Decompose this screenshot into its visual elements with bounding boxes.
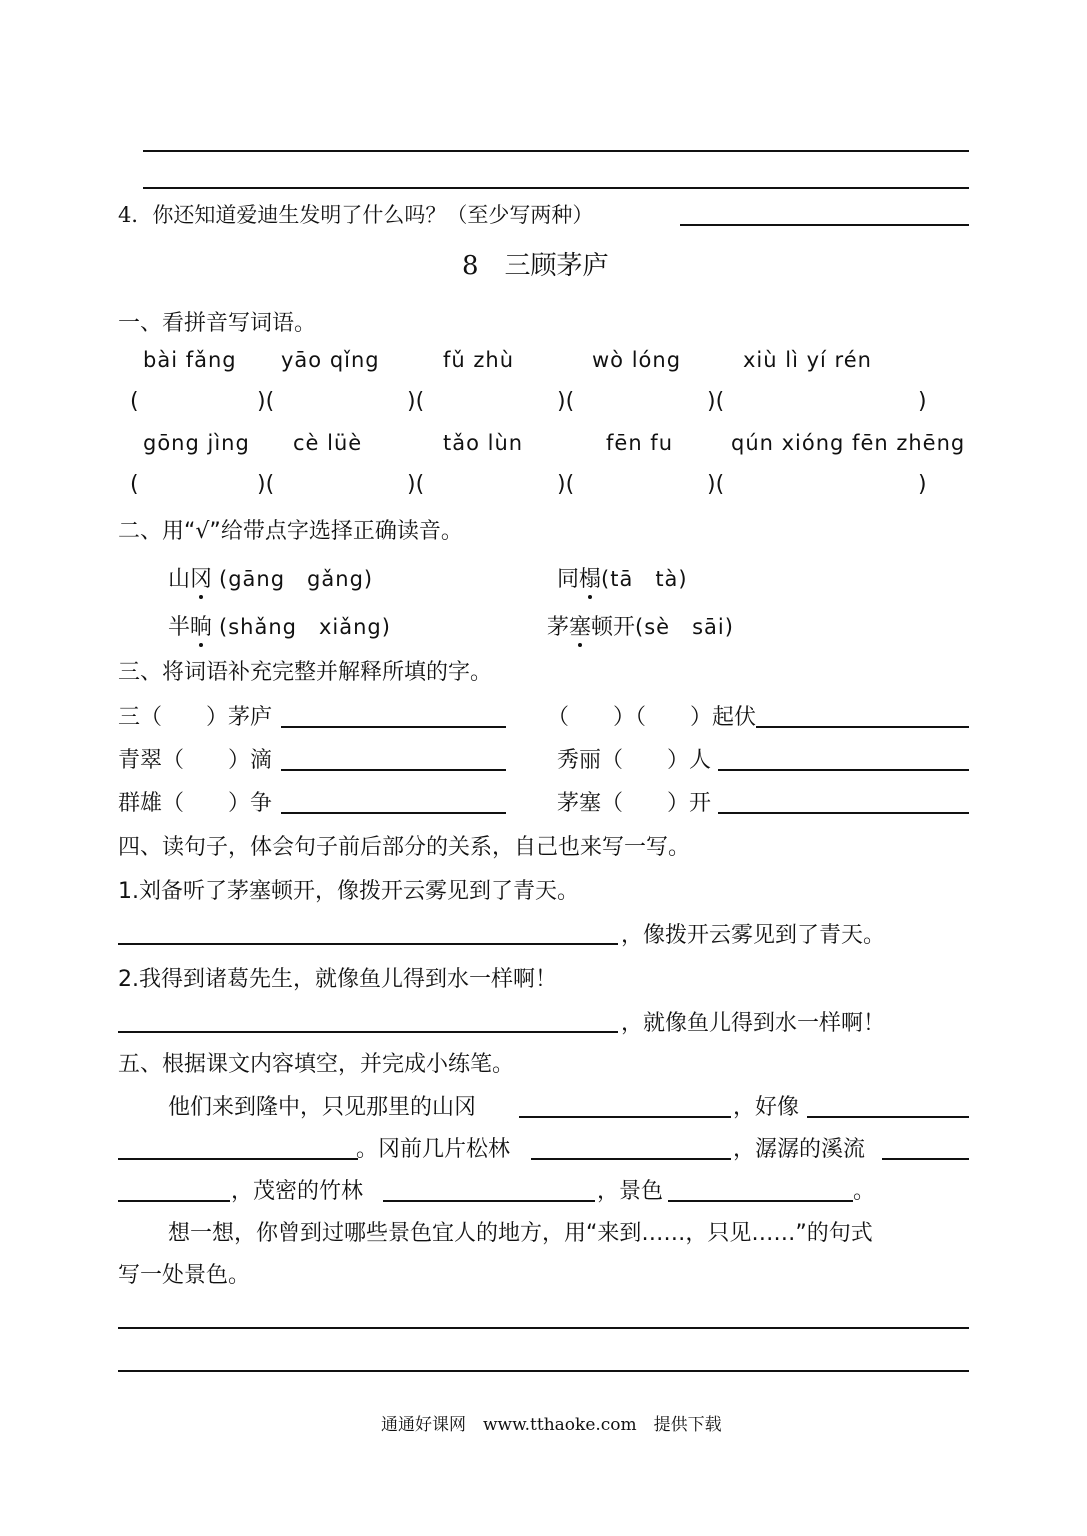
answer-brackets[interactable]: )(	[707, 389, 725, 414]
answer-line[interactable]	[718, 812, 969, 814]
fill-word: 茅塞（ ）开	[557, 791, 712, 816]
answer-line[interactable]	[281, 812, 506, 814]
answer-line[interactable]	[383, 1200, 595, 1202]
reading-item[interactable]	[547, 610, 734, 641]
pinyin: cè lüè	[293, 431, 363, 455]
sentence-tail-1: ，像拨开云雾见到了青天。	[621, 923, 886, 948]
section3-heading: 三、将词语补充完整并解释所填的字。	[118, 660, 493, 685]
answer-line[interactable]	[756, 726, 969, 728]
answer-line[interactable]	[668, 1200, 853, 1202]
answer-line[interactable]	[531, 1158, 731, 1160]
writing-prompt: 想一想，你曾到过哪些景色宜人的地方，用“来到……，只见……”的句式	[168, 1221, 873, 1246]
word-part: 茅	[547, 615, 570, 640]
example-sentence-1: 1.刘备听了茅塞顿开，像拨开云雾见到了青天。	[118, 879, 579, 904]
answer-line[interactable]	[118, 1031, 618, 1033]
example-sentence-2: 2.我得到诸葛先生，就像鱼儿得到水一样啊！	[118, 967, 557, 992]
section1-heading: 一、看拼音写词语。	[118, 311, 317, 336]
answer-line	[143, 150, 969, 152]
passage-text: ，茂密的竹林	[231, 1179, 364, 1204]
pinyin: wò lóng	[592, 348, 682, 372]
pinyin: bài fǎng	[143, 348, 237, 372]
answer-brackets[interactable]: )(	[407, 389, 425, 414]
answer-brackets[interactable]: )(	[407, 472, 425, 497]
answer-line[interactable]	[118, 1158, 358, 1160]
question-4: 4．你还知道爱迪生发明了什么吗？（至少写两种）	[118, 203, 594, 227]
answer-brackets[interactable]: )(	[707, 472, 725, 497]
answer-line[interactable]	[118, 1327, 969, 1329]
pinyin: qún xióng fēn zhēng	[731, 431, 966, 455]
answer-line[interactable]	[281, 726, 506, 728]
pinyin: tǎo lùn	[443, 431, 524, 455]
fill-word: 三（ ）茅庐	[118, 705, 273, 730]
word-part: 顿开	[591, 615, 636, 640]
answer-line	[143, 187, 969, 189]
answer-brackets[interactable]: )(	[557, 472, 575, 497]
dotted-character: 晌	[190, 615, 213, 640]
answer-brackets[interactable]: )	[918, 389, 927, 414]
section2-heading: 二、用“√”给带点字选择正确读音。	[118, 519, 463, 544]
passage-text: 。冈前几片松林	[356, 1137, 511, 1162]
pinyin: fēn fu	[606, 431, 674, 455]
answer-line[interactable]	[281, 769, 506, 771]
section4-heading: 四、读句子，体会句子前后部分的关系，自己也来写一写。	[118, 835, 691, 860]
passage-text: 。	[853, 1179, 876, 1204]
answer-brackets[interactable]: (	[130, 389, 139, 414]
reading-item[interactable]	[557, 562, 688, 593]
answer-brackets[interactable]: )	[918, 472, 927, 497]
answer-brackets[interactable]: )(	[257, 472, 275, 497]
fill-word: 青翠（ ）滴	[118, 748, 273, 773]
passage-text: 他们来到隆中，只见那里的山冈	[168, 1095, 477, 1120]
writing-prompt: 写一处景色。	[118, 1263, 251, 1288]
pinyin: fǔ zhù	[443, 348, 515, 372]
reading-item[interactable]	[168, 562, 373, 593]
dotted-character: 榻	[579, 567, 602, 592]
pinyin-options[interactable]: (gāng gǎng)	[219, 567, 374, 591]
pinyin-options[interactable]: (tā tà)	[601, 567, 688, 591]
fill-word: 群雄（ ）争	[118, 791, 273, 816]
passage-text: ，景色	[597, 1179, 664, 1204]
answer-line[interactable]	[519, 1116, 731, 1118]
answer-brackets[interactable]: )(	[557, 389, 575, 414]
word-part: 山	[168, 567, 191, 592]
fill-word: （ ）（ ）起伏	[547, 705, 757, 730]
lesson-title: 8 三顾茅庐	[462, 251, 609, 281]
passage-text: ，潺潺的溪流	[733, 1137, 866, 1162]
passage-text: ，好像	[733, 1095, 800, 1120]
answer-line[interactable]	[118, 1370, 969, 1372]
footer: 通通好课网 www.tthaoke.com 提供下载	[381, 1415, 722, 1435]
answer-line[interactable]	[118, 943, 618, 945]
pinyin: yāo qǐng	[281, 348, 380, 372]
fill-word: 秀丽（ ）人	[557, 748, 712, 773]
pinyin: gōng jìng	[143, 431, 250, 455]
pinyin: xiù lì yí rén	[743, 348, 872, 372]
answer-line[interactable]	[882, 1158, 969, 1160]
pinyin-options[interactable]: (sè sāi)	[635, 615, 734, 639]
dotted-character: 冈	[190, 567, 213, 592]
answer-line[interactable]	[118, 1200, 230, 1202]
answer-brackets[interactable]: )(	[257, 389, 275, 414]
answer-line[interactable]	[807, 1116, 969, 1118]
answer-line	[680, 224, 969, 226]
dotted-character: 塞	[569, 615, 592, 640]
word-part: 同	[557, 567, 580, 592]
answer-brackets[interactable]: (	[130, 472, 139, 497]
section5-heading: 五、根据课文内容填空，并完成小练笔。	[118, 1052, 515, 1077]
word-part: 半	[168, 615, 191, 640]
answer-line[interactable]	[718, 769, 969, 771]
pinyin-options[interactable]: (shǎng xiǎng)	[219, 615, 391, 639]
sentence-tail-2: ，就像鱼儿得到水一样啊！	[621, 1011, 886, 1036]
reading-item[interactable]	[168, 610, 391, 641]
